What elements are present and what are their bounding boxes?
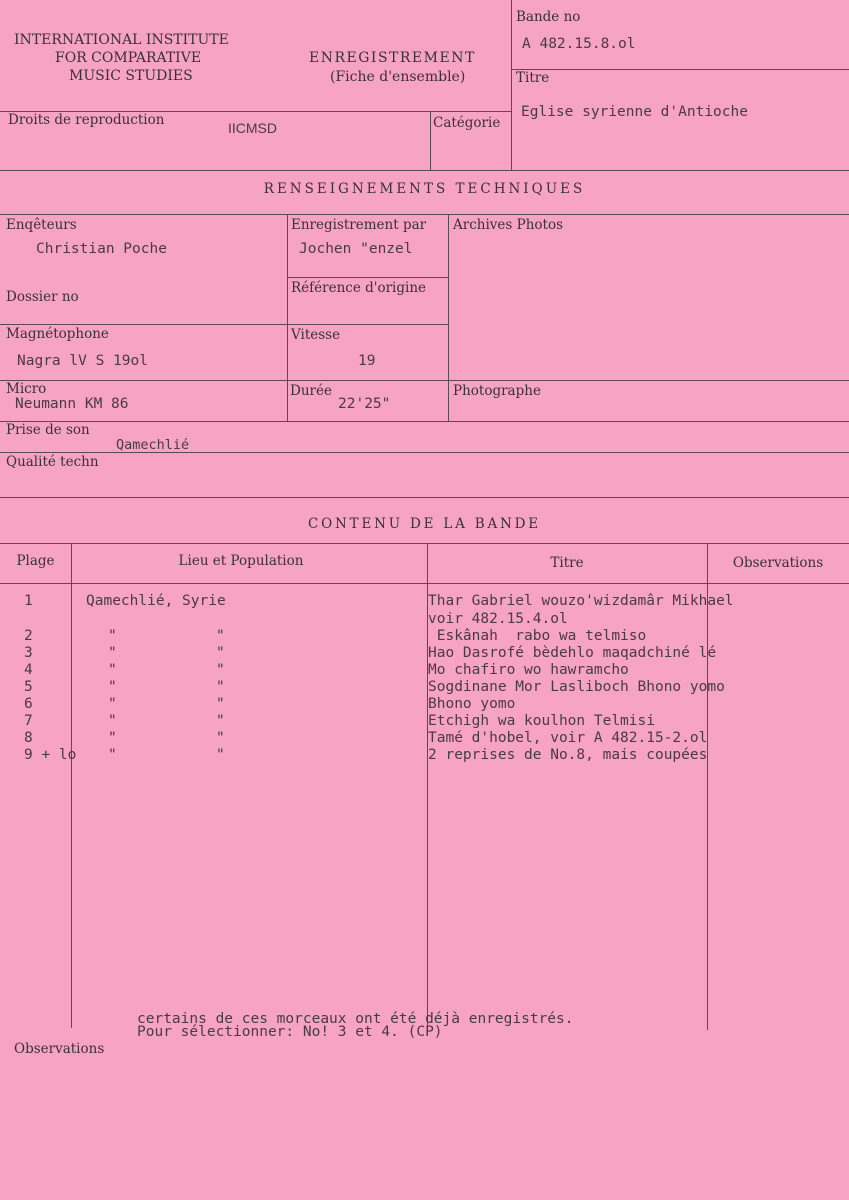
table-row (0, 730, 849, 747)
photographe-label: Photographe (453, 383, 541, 399)
qualite-label: Qualité techn (6, 454, 99, 470)
magnetophone-label: Magnétophone (6, 326, 109, 342)
rule-bande-titre (511, 69, 849, 70)
plage-cell: 7 (24, 713, 33, 729)
ditto-mark: " (216, 662, 225, 678)
institute-line2: FOR COMPARATIVE (55, 50, 202, 66)
ditto-mark: " (108, 696, 117, 712)
duree-value: 22'25" (338, 396, 391, 412)
ditto-mark: " (108, 662, 117, 678)
titre-label: Titre (516, 70, 550, 86)
titre-cell: Bhono yomo (428, 696, 516, 712)
ditto-mark: " (108, 679, 117, 695)
form-title: ENREGISTREMENT (309, 50, 476, 66)
micro-label: Micro (6, 381, 47, 397)
enregistrement-par-value: Jochen "enzel (299, 241, 413, 257)
table-row (0, 696, 849, 713)
rule-contents-top (0, 543, 849, 544)
table-row (0, 679, 849, 696)
dossier-label: Dossier no (6, 289, 79, 305)
col-header-titre: Titre (550, 555, 584, 571)
titre-cell: Sogdinane Mor Lasliboch Bhono yomo (428, 679, 725, 695)
institute-line1: INTERNATIONAL INSTITUTE (14, 32, 229, 48)
col-header-plage: Plage (16, 553, 55, 569)
plage-cell: 3 (24, 645, 33, 661)
titre-value: Eglise syrienne d'Antioche (521, 104, 748, 120)
titre-cell: Etchigh wa koulhon Telmisi (428, 713, 655, 729)
rule-contents-head (0, 583, 849, 584)
vitesse-value: 19 (358, 353, 376, 369)
reference-label: Référence d'origine (291, 280, 427, 296)
rule-tech-col1 (287, 214, 288, 421)
ditto-mark: " (216, 645, 225, 661)
contents-section-title: CONTENU DE LA BANDE (308, 516, 541, 532)
titre-cell: Tamé d'hobel, voir A 482.15-2.ol (428, 730, 708, 746)
ditto-mark: " (216, 747, 225, 763)
table-row (0, 645, 849, 662)
ditto-mark: " (216, 696, 225, 712)
micro-value: Neumann KM 86 (15, 396, 129, 412)
tech-section-title: RENSEIGNEMENTS TECHNIQUES (263, 181, 586, 197)
ditto-mark: " (216, 628, 225, 644)
titre-cell: Thar Gabriel wouzo'wizdamâr Mikhael (428, 593, 734, 609)
rule-tech-ref (287, 277, 448, 278)
rule-tech-row3 (0, 380, 849, 381)
titre-cell: Mo chafiro wo hawramcho (428, 662, 629, 678)
categorie-label: Catégorie (433, 115, 501, 131)
rule-tech-row4 (0, 421, 849, 422)
bande-value: A 482.15.8.ol (522, 36, 636, 52)
ditto-mark: " (108, 628, 117, 644)
bande-label: Bande no (516, 9, 581, 25)
lieu-cell: Qamechlié, Syrie (86, 593, 226, 609)
rule-tech-top (0, 214, 849, 215)
magnetophone-value: Nagra lV S 19ol (17, 353, 148, 369)
prise-de-son-label: Prise de son (6, 422, 90, 438)
rule-header-bottom (0, 170, 849, 171)
plage-cell: 2 (24, 628, 33, 644)
rule-tech-col2 (448, 214, 449, 421)
col-header-observations: Observations (732, 555, 824, 571)
ditto-mark: " (216, 713, 225, 729)
plage-cell: 6 (24, 696, 33, 712)
droits-label: Droits de reproduction (8, 112, 165, 128)
plage-cell: 5 (24, 679, 33, 695)
titre-cell: voir 482.15.4.ol (428, 611, 568, 627)
note-line1: certains de ces morceaux ont été déjà enregistrés. (137, 1011, 574, 1027)
observations-label: Observations (14, 1041, 105, 1057)
duree-label: Durée (290, 383, 332, 399)
col-header-lieu: Lieu et Population (178, 553, 304, 569)
rule-qualite (0, 497, 849, 498)
rule-categorie (430, 111, 431, 170)
plage-cell: 4 (24, 662, 33, 678)
titre-cell: 2 reprises de No.8, mais coupées (428, 747, 708, 763)
ditto-mark: " (108, 713, 117, 729)
titre-cell: Hao Dasrofé bèdehlo maqadchiné lé (428, 645, 717, 661)
enqueteurs-value: Christian Poche (36, 241, 167, 257)
vitesse-label: Vitesse (291, 327, 341, 343)
table-row (0, 747, 849, 764)
rule-tech-row2 (0, 324, 448, 325)
droits-value: IICMSD (228, 120, 277, 136)
table-row (0, 611, 849, 628)
prise-de-son-value: Qamechlié (116, 437, 190, 453)
table-row (0, 593, 849, 610)
enqueteurs-label: Enqêteurs (6, 217, 77, 233)
rule-header-right (511, 0, 512, 170)
plage-cell: 1 (24, 593, 33, 609)
ditto-mark: " (108, 730, 117, 746)
form-subtitle: (Fiche d'ensemble) (330, 69, 466, 85)
ditto-mark: " (216, 679, 225, 695)
institute-line3: MUSIC STUDIES (69, 68, 193, 84)
titre-cell: Eskânah rabo wa telmiso (428, 628, 647, 644)
plage-cell: 9 + lo (24, 747, 77, 763)
table-row (0, 713, 849, 730)
note-line2: Pour sélectionner: No! 3 et 4. (CP) (137, 1024, 443, 1040)
ditto-mark: " (108, 645, 117, 661)
plage-cell: 8 (24, 730, 33, 746)
table-row (0, 628, 849, 645)
ditto-mark: " (108, 747, 117, 763)
enregistrement-par-label: Enregistrement par (291, 217, 427, 233)
ditto-mark: " (216, 730, 225, 746)
archives-photos-label: Archives Photos (453, 217, 563, 233)
table-row (0, 662, 849, 679)
